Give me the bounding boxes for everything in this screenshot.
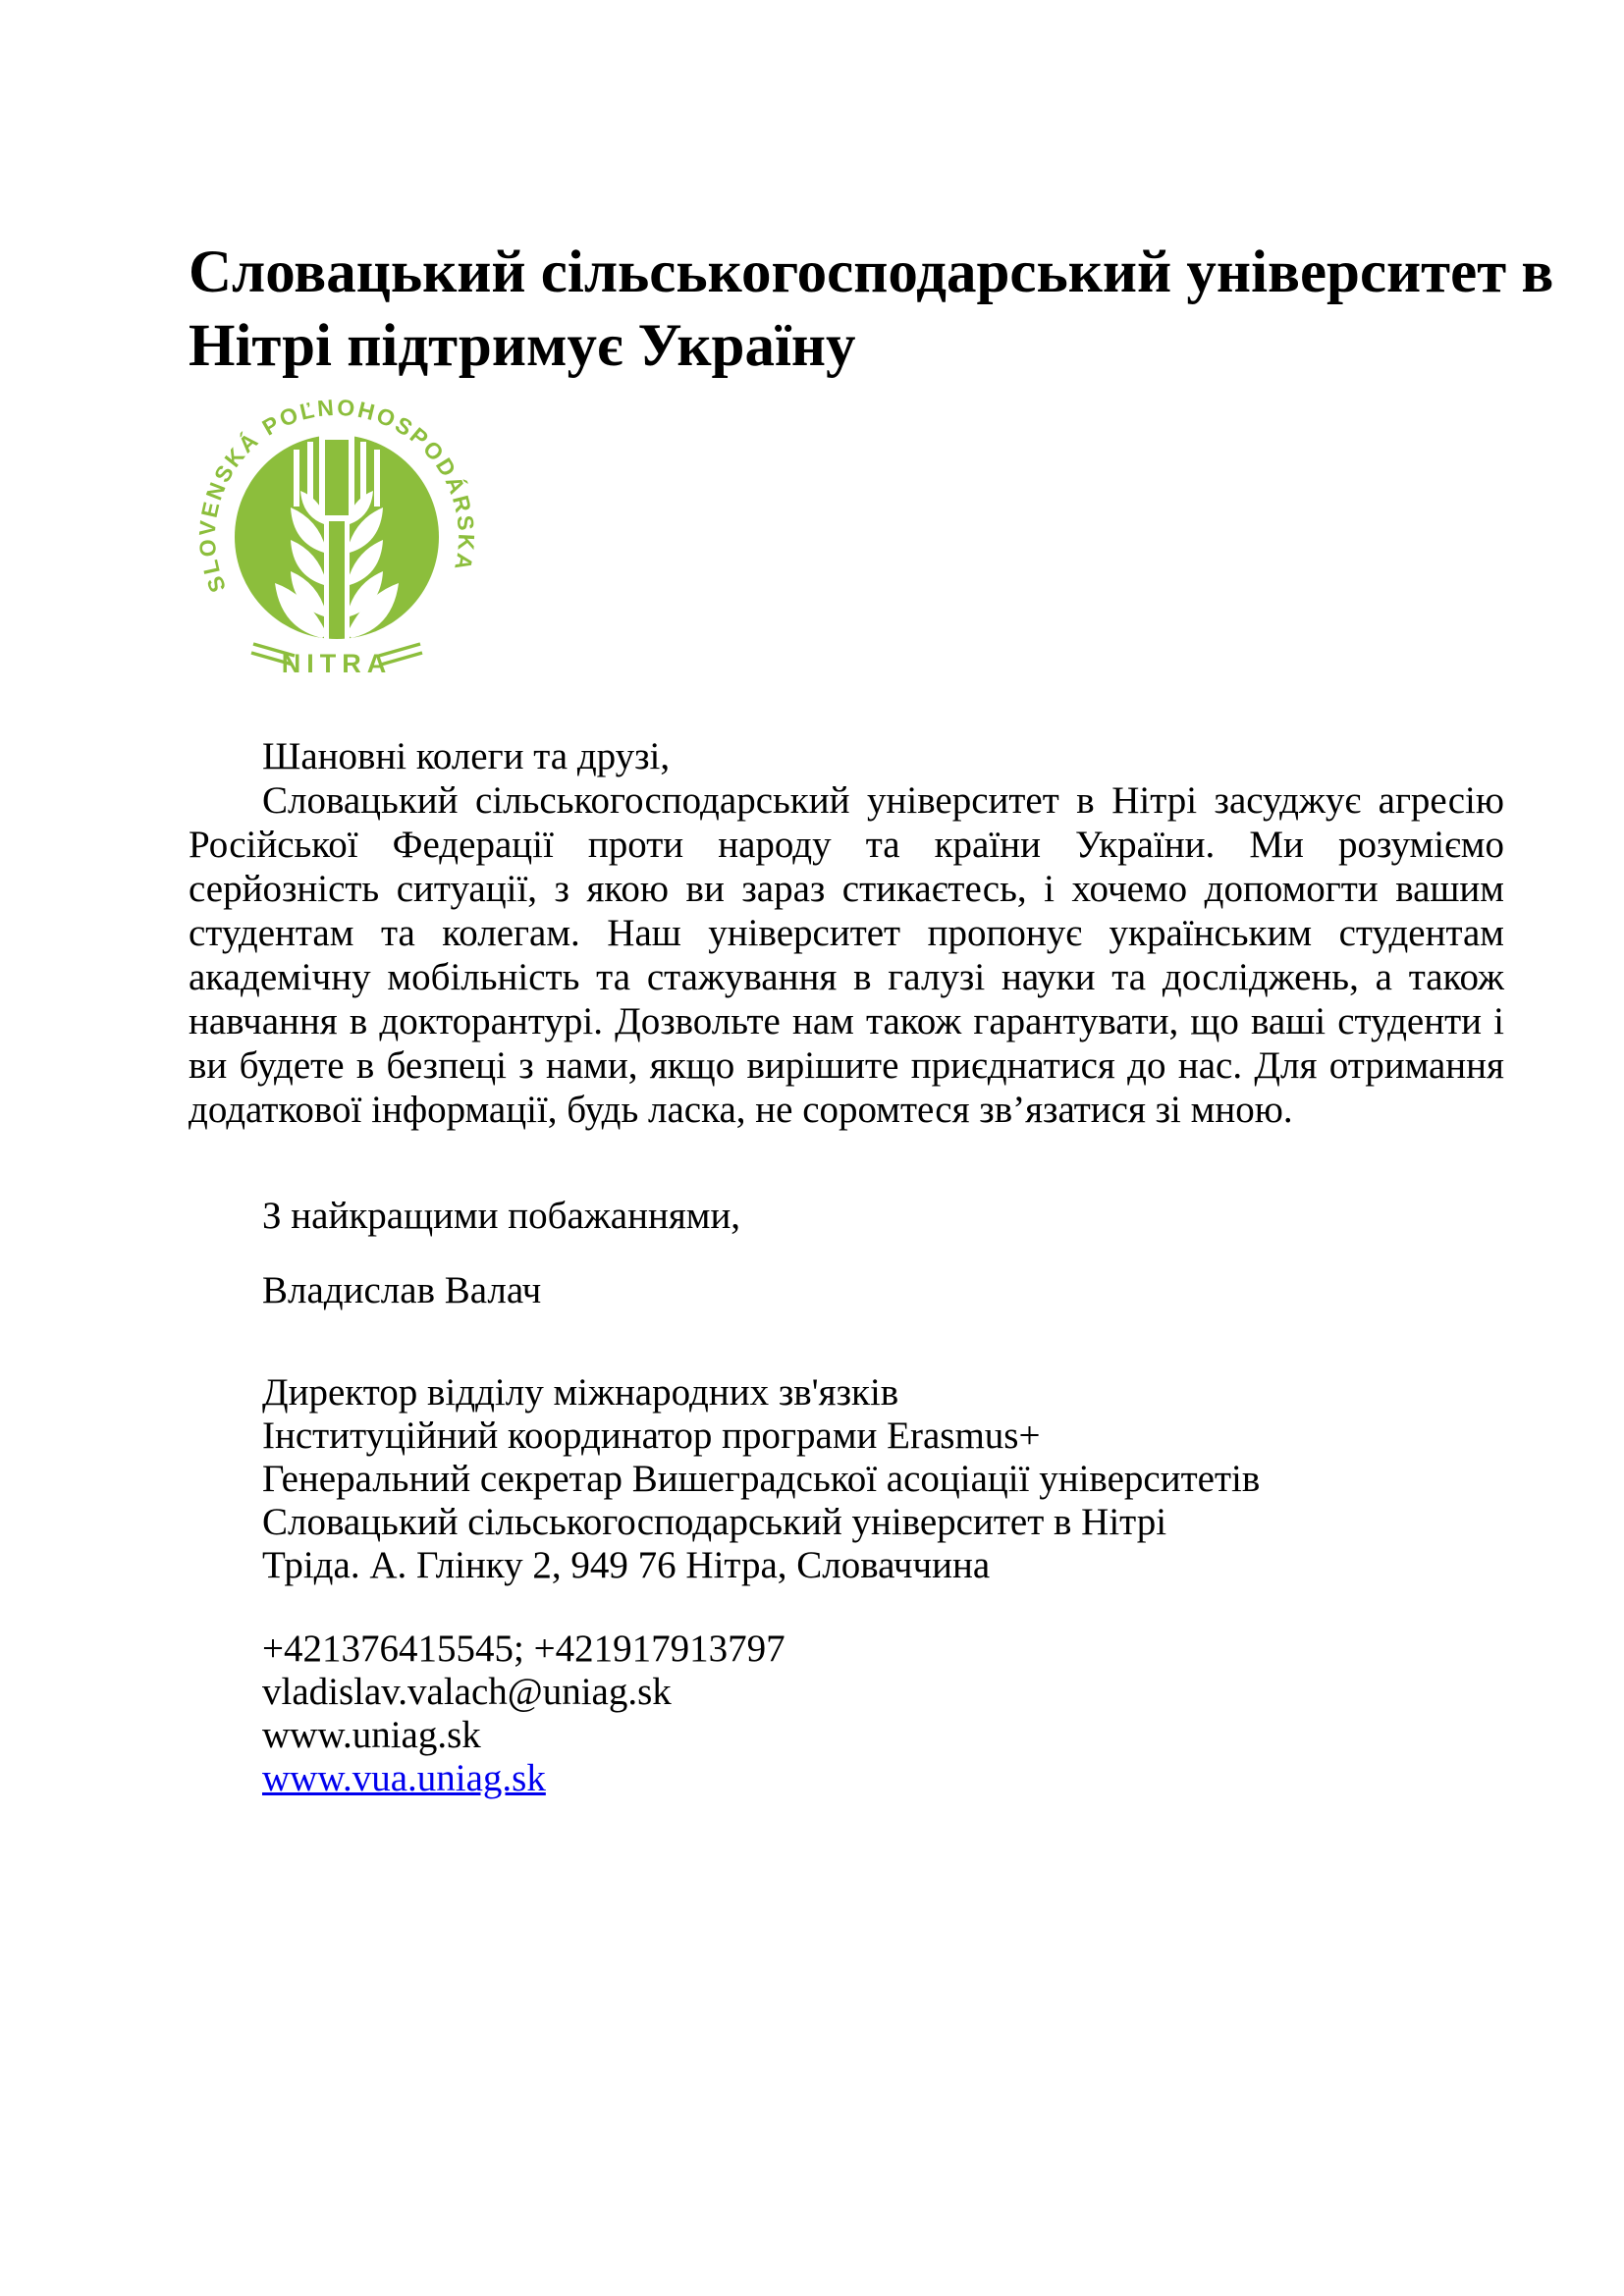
page-title-line-2: Нітрі підтримує Україну — [189, 312, 856, 379]
logo-disc — [235, 435, 439, 639]
signature-title-coordinator: Інституційний координатор програми Erasmus+ — [262, 1415, 1041, 1457]
page-title-line-1: Словацький сільськогосподарський університет в — [189, 239, 1554, 305]
greeting-text: Шановні колеги та друзі, — [262, 735, 671, 777]
letter-body — [189, 734, 1504, 1132]
logo-ring-text: SLOVENSKÁ POĽNOHOSPODÁRSKA UNIVERZITA — [167, 370, 480, 597]
website-link[interactable]: www.vua.uniag.sk — [262, 1757, 546, 1799]
website-text: www.uniag.sk — [262, 1714, 481, 1756]
signature-titles — [262, 1371, 1509, 1587]
phone-numbers: +421376415545; +421917913797 — [262, 1628, 785, 1670]
signature-name: Владислав Валач — [262, 1269, 542, 1311]
letter-closing — [262, 1195, 1509, 1800]
body-paragraph: Словацький сільськогосподарський університет в Нітрі засуджує агресію Російської Федерації проти народу та країни України. Ми розуміємо серйозність ситуації, з якою ви зараз стикаєтесь, і хочемо допомогти вашим студентам та колегам. Наш університет пропонує українським студентам академічну мобільність та стажування в галузі науки та досліджень, а також навчання в докторантурі. Дозвольте нам також гарантувати, що ваші студенти і ви будете в безпеці з нами, якщо вирішите приєднатися до нас. Для отримання додаткової інформації, будь ласка, не соромтеся зв’язатися зі мною. — [189, 779, 1504, 1131]
email-address: vladislav.valach@uniag.sk — [262, 1671, 672, 1713]
closing-text: З найкращими побажаннями, — [262, 1195, 741, 1237]
logo-nitra-text: NITRA — [281, 649, 393, 678]
page-title — [189, 236, 1553, 383]
signature-title-secretary: Генеральний секретар Вишеградської асоціації університетів — [262, 1458, 1261, 1500]
university-logo-graphic — [167, 370, 497, 685]
university-logo — [167, 370, 497, 685]
signature-title-university: Словацький сільськогосподарський університет в Нітрі — [262, 1501, 1167, 1543]
signature-title-director: Директор відділу міжнародних зв'язків — [262, 1371, 899, 1414]
contact-info — [262, 1628, 1509, 1800]
signature-address: Тріда. А. Глінку 2, 949 76 Нітра, Словаччина — [262, 1544, 991, 1586]
